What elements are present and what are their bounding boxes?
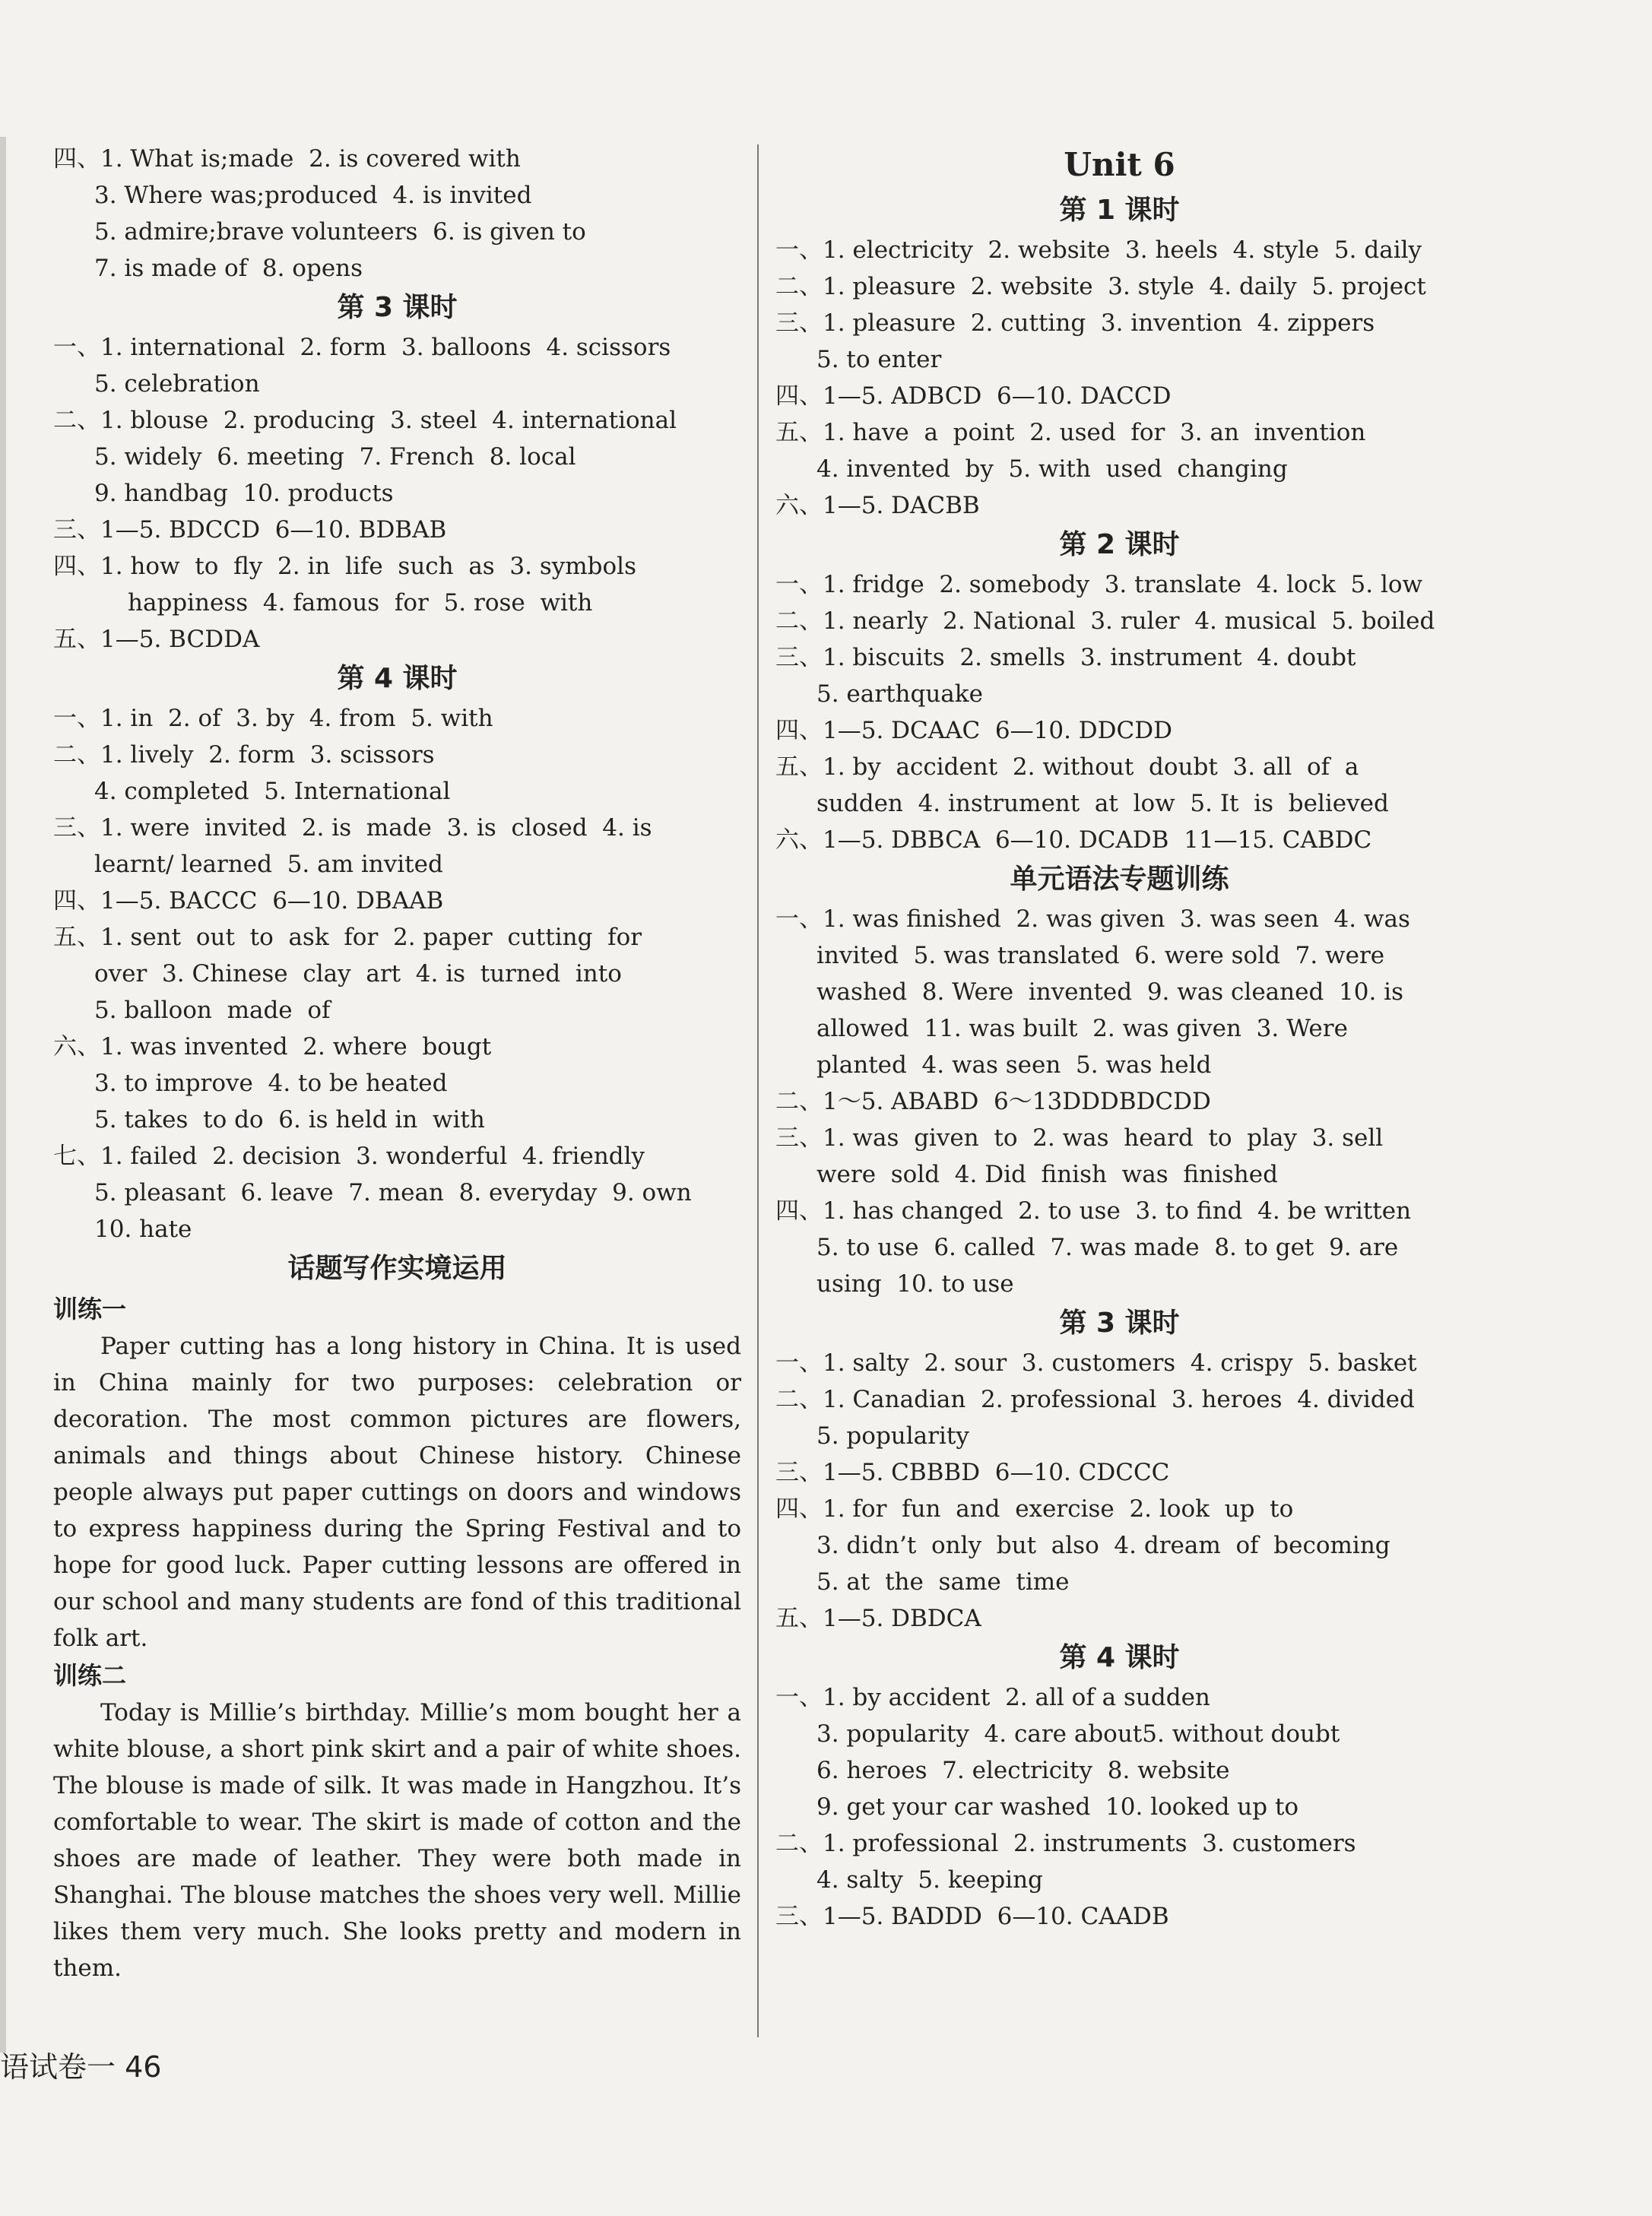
answer-line: 3. Where was;produced 4. is invited bbox=[94, 182, 532, 209]
essay-paragraph: Today is Millie’s birthday. Millie’s mom bought her a white blouse, a short pink skirt and a pair of white shoes. The blouse is made of silk. It was made in Hangzhou. It’s comfortable to wear. The skirt is made of cotton and the shoes are made of leather. They were both made in Shanghai. The blouse matches the shoes very well. Millie likes them very much. She looks pretty and modern in them. bbox=[53, 1699, 741, 1982]
answer-line: 二、1. lively 2. form 3. scissors bbox=[53, 741, 435, 769]
answer-line: 六、1. was invented 2. where bougt bbox=[53, 1033, 492, 1060]
section-heading: 第 4 课时 bbox=[1059, 1642, 1180, 1673]
answer-line: 一、1. was finished 2. was given 3. was seen 4. was bbox=[775, 905, 1410, 933]
answer-line: 一、1. fridge 2. somebody 3. translate 4. lock 5. low bbox=[775, 571, 1423, 598]
answer-line: 四、1. What is;made 2. is covered with bbox=[53, 145, 521, 173]
answer-line: over 3. Chinese clay art 4. is turned into bbox=[94, 960, 622, 988]
answer-line: 4. salty 5. keeping bbox=[816, 1866, 1043, 1894]
answer-line: 一、1. international 2. form 3. balloons 4. scissors bbox=[53, 334, 671, 361]
answer-line: 3. popularity 4. care about5. without doubt bbox=[816, 1720, 1340, 1748]
answer-line: happiness 4. famous for 5. rose with bbox=[128, 589, 593, 617]
answer-line: 5. widely 6. meeting 7. French 8. local bbox=[94, 443, 576, 471]
answer-line: 四、1. has changed 2. to use 3. to find 4. be written bbox=[775, 1197, 1412, 1225]
answer-line: were sold 4. Did finish was finished bbox=[816, 1161, 1278, 1188]
answer-line: 10. hate bbox=[94, 1216, 192, 1243]
answer-line: 三、1. was given to 2. was heard to play 3. sell bbox=[775, 1124, 1384, 1152]
answer-line: 5. takes to do 6. is held in with bbox=[94, 1106, 485, 1133]
unit-title: Unit 6 bbox=[1064, 146, 1175, 183]
answer-line: 三、1—5. BDCCD 6—10. BDBAB bbox=[53, 516, 447, 544]
answer-line: sudden 4. instrument at low 5. It is believed bbox=[816, 790, 1389, 817]
answer-line: 二、1. blouse 2. producing 3. steel 4. international bbox=[53, 407, 677, 434]
exercise-subheading: 训练二 bbox=[53, 1661, 127, 1690]
page-edge-shadow bbox=[0, 137, 6, 2053]
answer-line: 4. invented by 5. with used changing bbox=[816, 455, 1288, 483]
section-heading: 第 2 课时 bbox=[1059, 529, 1180, 560]
answer-line: 三、1. biscuits 2. smells 3. instrument 4. doubt bbox=[775, 644, 1356, 671]
answer-line: 5. pleasant 6. leave 7. mean 8. everyday 9. own bbox=[94, 1179, 692, 1206]
answer-line: 五、1. by accident 2. without doubt 3. all of a bbox=[775, 753, 1359, 781]
answer-line: washed 8. Were invented 9. was cleaned 10. is bbox=[816, 978, 1403, 1006]
answer-line: 三、1—5. BADDD 6—10. CAADB bbox=[775, 1903, 1169, 1930]
answer-line: 二、1. Canadian 2. professional 3. heroes 4. divided bbox=[775, 1386, 1415, 1413]
answer-line: 五、1. have a point 2. used for 3. an invention bbox=[775, 419, 1366, 446]
answer-line: 5. earthquake bbox=[816, 680, 983, 708]
section-heading: 第 3 课时 bbox=[1059, 1308, 1180, 1339]
answer-line: 9. handbag 10. products bbox=[94, 480, 394, 507]
answer-line: 6. heroes 7. electricity 8. website bbox=[816, 1757, 1230, 1784]
section-heading: 第 1 课时 bbox=[1059, 195, 1180, 226]
answer-line: 7. is made of 8. opens bbox=[94, 255, 363, 282]
answer-line: learnt/ learned 5. am invited bbox=[94, 851, 443, 878]
answer-line: 六、1—5. DACBB bbox=[775, 492, 980, 519]
answer-line: 一、1. electricity 2. website 3. heels 4. style 5. daily bbox=[775, 236, 1422, 264]
answer-line: 5. balloon made of bbox=[94, 997, 331, 1024]
answer-line: 三、1. were invited 2. is made 3. is closed 4. is bbox=[53, 814, 652, 842]
answer-line: using 10. to use bbox=[816, 1270, 1014, 1298]
answer-line: 4. completed 5. International bbox=[94, 778, 451, 805]
answer-line: 二、1. nearly 2. National 3. ruler 4. musical 5. boiled bbox=[775, 607, 1435, 635]
answer-line: 三、1—5. CBBBD 6—10. CDCCC bbox=[775, 1459, 1170, 1486]
answer-line: 5. popularity bbox=[816, 1422, 969, 1450]
answer-line: 5. admire;brave volunteers 6. is given to bbox=[94, 218, 586, 246]
answer-line: 四、1—5. DCAAC 6—10. DDCDD bbox=[775, 717, 1172, 744]
section-heading: 第 3 课时 bbox=[337, 292, 458, 323]
essay-paragraph: Paper cutting has a long history in China. It is used in China mainly for two purposes: celebration or decoration. The most common pictures are flowers, animals and things about Chinese history. Chinese people always put paper cuttings on doors and windows to express happiness during the Spring Festival and to hope for good luck. Paper cutting lessons are offered in our school and many students are fond of this traditional folk art. bbox=[53, 1333, 741, 1652]
answer-line: 五、1—5. DBDCA bbox=[775, 1605, 981, 1632]
answer-line: 七、1. failed 2. decision 3. wonderful 4. friendly bbox=[53, 1143, 645, 1170]
answer-line: 四、1—5. ADBCD 6—10. DACCD bbox=[775, 382, 1172, 410]
answer-line: 二、1. pleasure 2. website 3. style 4. daily 5. project bbox=[775, 273, 1426, 300]
answer-line: 3. didn’t only but also 4. dream of becoming bbox=[816, 1532, 1390, 1559]
answer-line: 三、1. pleasure 2. cutting 3. invention 4. zippers bbox=[775, 309, 1375, 337]
section-heading: 第 4 课时 bbox=[337, 663, 458, 694]
right-column bbox=[775, 141, 1463, 1935]
answer-line: allowed 11. was built 2. was given 3. Were bbox=[816, 1015, 1348, 1042]
answer-line: 9. get your car washed 10. looked up to bbox=[816, 1793, 1299, 1821]
answer-line: 二、1～5. ABABD 6～13DDDBDCDD bbox=[775, 1088, 1211, 1115]
answer-line: 四、1—5. BACCC 6—10. DBAAB bbox=[53, 887, 444, 915]
answer-line: 一、1. in 2. of 3. by 4. from 5. with bbox=[53, 705, 493, 732]
answer-line: 五、1. sent out to ask for 2. paper cutting for bbox=[53, 924, 642, 951]
column-divider bbox=[757, 144, 759, 2037]
answer-line: 5. at the same time bbox=[816, 1568, 1070, 1596]
answer-line: 一、1. by accident 2. all of a sudden bbox=[775, 1684, 1210, 1711]
answer-line: 3. to improve 4. to be heated bbox=[94, 1070, 448, 1097]
left-column bbox=[53, 141, 741, 1986]
page-footer: 语试卷一 46 bbox=[0, 2050, 162, 2084]
answer-line: 六、1—5. DBBCA 6—10. DCADB 11—15. CABDC bbox=[775, 826, 1372, 854]
answer-line: 5. to enter bbox=[816, 346, 942, 373]
answer-line: planted 4. was seen 5. was held bbox=[816, 1051, 1212, 1079]
answer-line: 四、1. how to fly 2. in life such as 3. symbols bbox=[53, 553, 636, 580]
answer-line: 二、1. professional 2. instruments 3. customers bbox=[775, 1830, 1356, 1857]
answer-line: 四、1. for fun and exercise 2. look up to bbox=[775, 1495, 1294, 1523]
answer-line: 五、1—5. BCDDA bbox=[53, 626, 260, 653]
section-heading: 话题写作实境运用 bbox=[287, 1253, 507, 1284]
answer-line: invited 5. was translated 6. were sold 7. were bbox=[816, 942, 1385, 969]
answer-line: 一、1. salty 2. sour 3. customers 4. crispy 5. basket bbox=[775, 1349, 1417, 1377]
answer-line: 5. to use 6. called 7. was made 8. to get 9. are bbox=[816, 1234, 1399, 1261]
exercise-subheading: 训练一 bbox=[53, 1295, 127, 1324]
answer-line: 5. celebration bbox=[94, 370, 260, 398]
section-heading: 单元语法专题训练 bbox=[1010, 864, 1229, 895]
